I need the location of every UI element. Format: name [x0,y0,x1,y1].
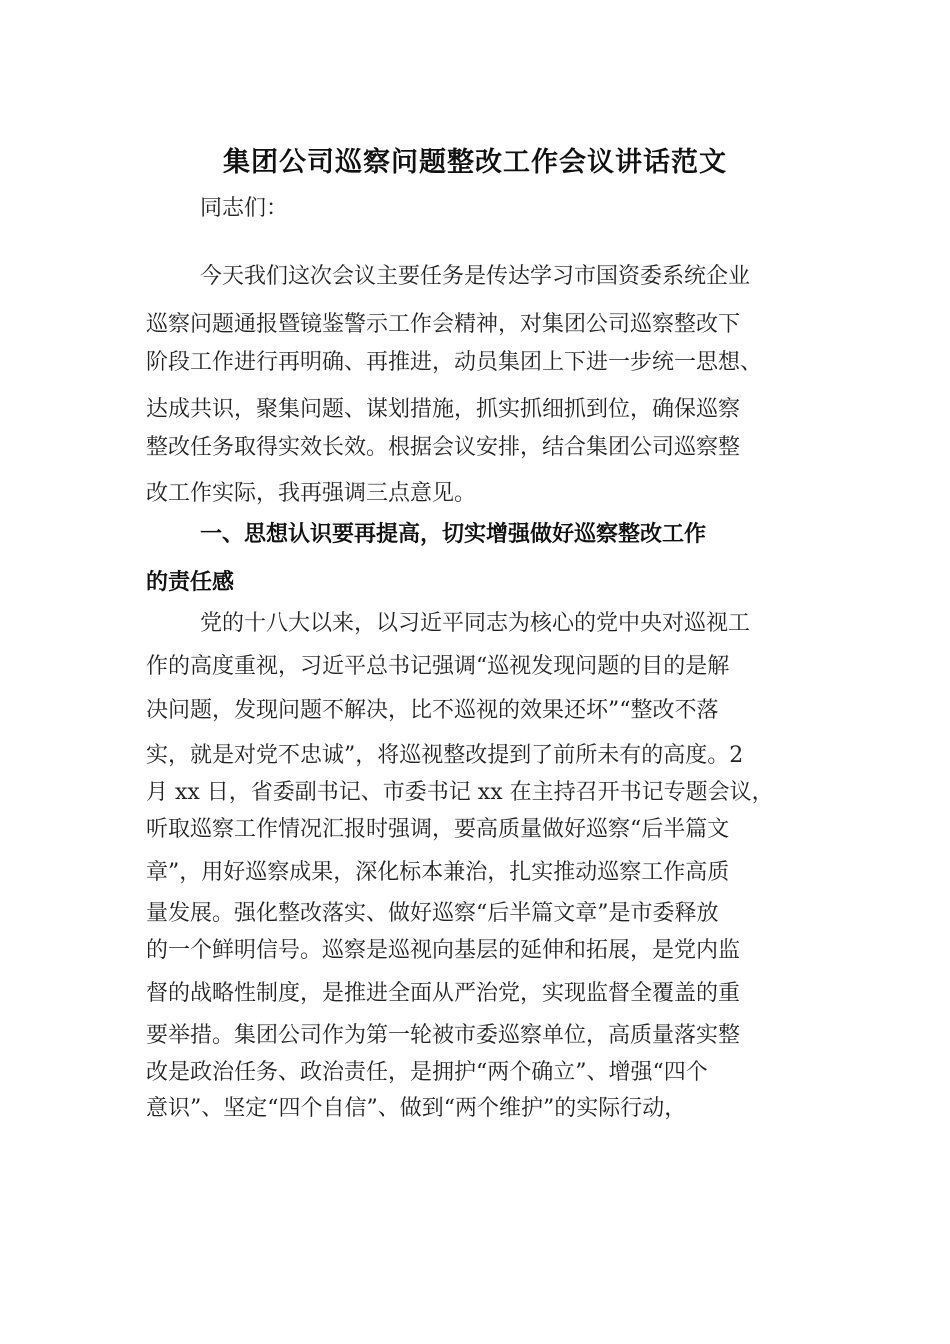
intro-line: 达成共识，聚集问题、谋划措施，抓实抓细抓到位，确保巡察 [146,397,741,422]
body-line: 作的高度重视，习近平总书记强调“巡视发现问题的目的是解 [146,654,730,679]
body-line: 章”，用好巡察成果，深化标本兼治，扎实推动巡察工作高质 [146,860,730,885]
body-line: 督的战略性制度，是推进全面从严治党，实现监督全覆盖的重 [146,981,741,1006]
body-line: 的一个鲜明信号。巡察是巡视向基层的延伸和拓展，是党内监 [146,938,741,963]
document-title: 集团公司巡察问题整改工作会议讲话范文 [223,147,727,178]
section-heading: 一、思想认识要再提高，切实增强做好巡察整改工作 [200,522,707,547]
body-line: 量发展。强化整改落实、做好巡察“后半篇文章”是市委释放 [146,901,719,926]
body-line: 要举措。集团公司作为第一轮被市委巡察单位，高质量落实整 [146,1023,741,1048]
body-line: 实，就是对党不忠诚”，将巡视整改提到了前所未有的高度。2 [146,743,744,768]
intro-line: 改工作实际，我再强调三点意见。 [146,481,477,506]
body-line: 月 xx 日，省委副书记、市委书记 xx 在主持召开书记专题会议， [146,780,774,805]
intro-line: 今天我们这次会议主要任务是传达学习市国资委系统企业 [200,264,751,289]
body-line: 听取巡察工作情况汇报时强调，要高质量做好巡察“后半篇文 [146,817,730,842]
body-line: 决问题，发现问题不解决，比不巡视的效果还坏”“整改不落 [146,698,719,723]
body-line: 党的十八大以来，以习近平同志为核心的党中央对巡视工 [200,611,751,636]
intro-line: 整改任务取得实效长效。根据会议安排，结合集团公司巡察整 [146,435,741,460]
section-heading: 的责任感 [146,570,235,595]
body-line: 意识”、坚定“四个自信”、做到“两个维护”的实际行动， [146,1096,687,1121]
greeting: 同志们： [200,196,289,221]
body-line: 改是政治任务、政治责任，是拥护“两个确立”、增强“四个 [146,1060,708,1085]
intro-line: 巡察问题通报暨镜鉴警示工作会精神，对集团公司巡察整改下 [146,312,741,337]
intro-line: 阶段工作进行再明确、再推进，动员集团上下进一步统一思想、 [146,350,763,375]
